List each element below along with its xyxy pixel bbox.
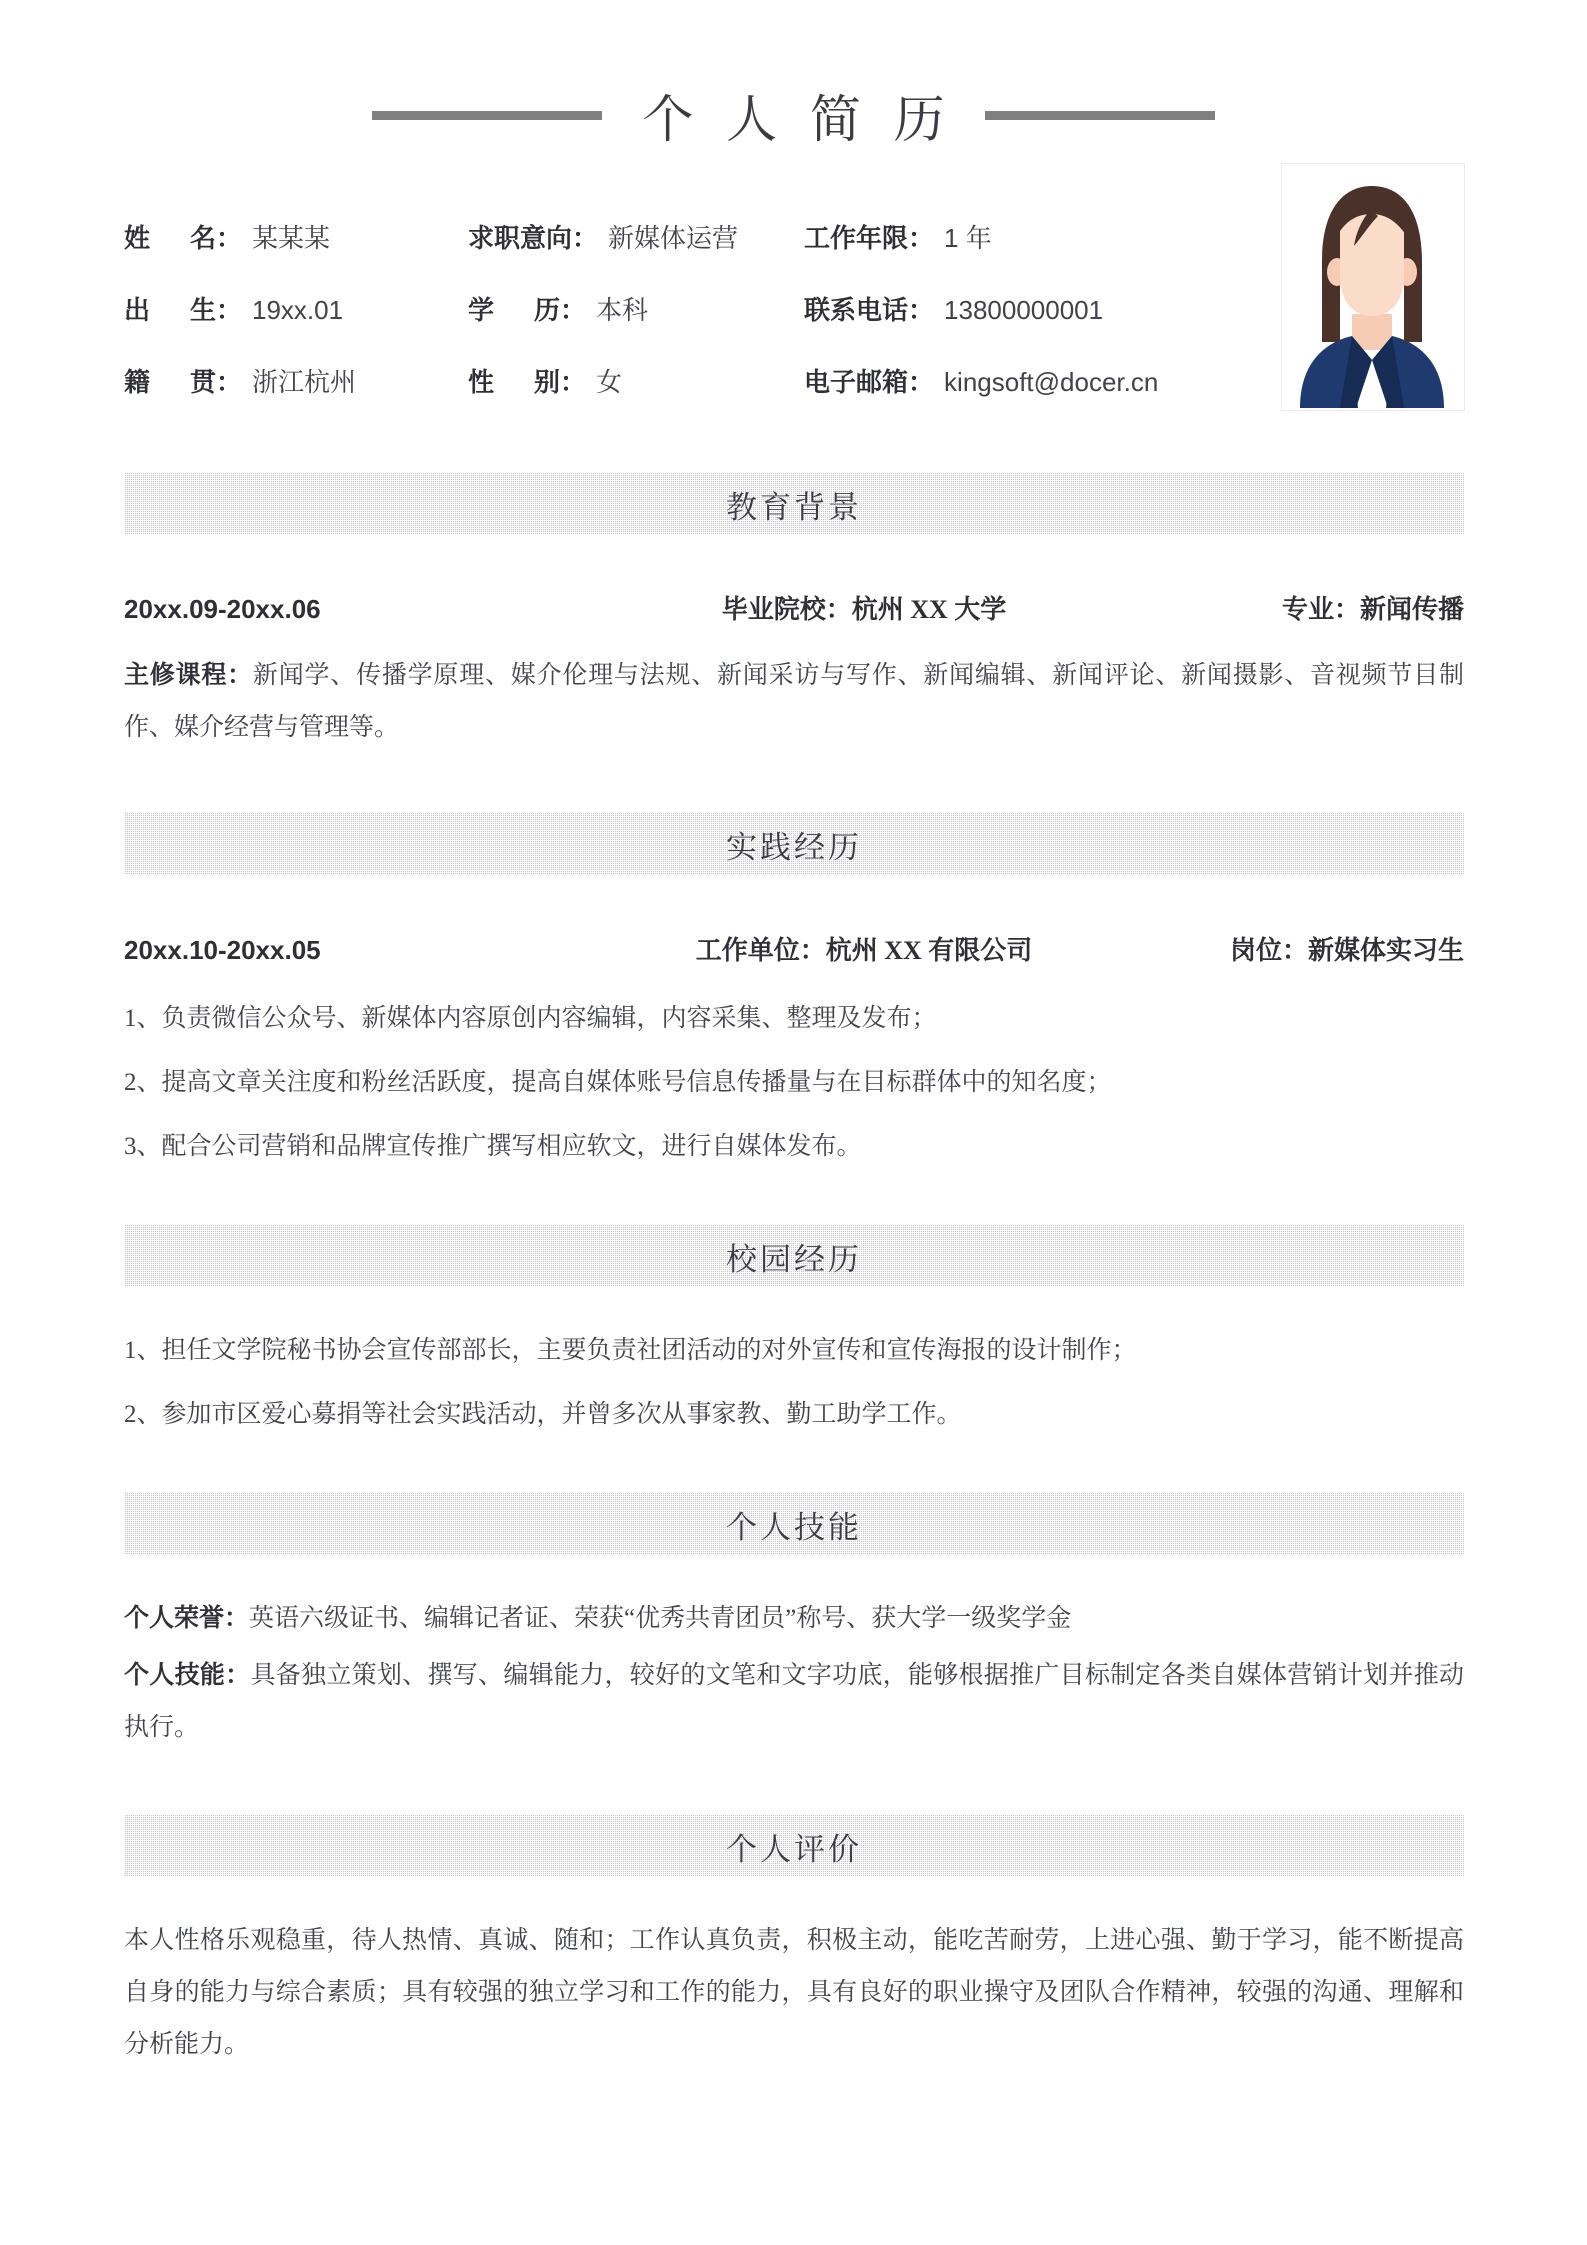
profile-field-gender	[468, 362, 804, 399]
section-title: 教育背景	[726, 489, 862, 525]
field-value: 浙江杭州	[252, 368, 357, 397]
field-value: 某某某	[252, 224, 331, 253]
skill-text: 具备独立策划、撰写、编辑能力，较好的文笔和文字功底，能够根据推广目标制定各类自媒体营销计划并推动执行。	[124, 1662, 1464, 1741]
field-value: 新媒体运营	[608, 224, 739, 253]
field-label-b: 贯	[189, 368, 216, 397]
field-label-a: 联系	[804, 296, 857, 325]
field-label-b: 年限	[856, 224, 909, 253]
profile-row	[124, 218, 1204, 290]
field-colon: ：	[908, 296, 935, 325]
field-colon: ：	[908, 368, 935, 397]
field-label-b: 历	[533, 296, 560, 325]
education-school-label: 毕业院校：	[721, 595, 852, 624]
field-value: 女	[596, 368, 623, 397]
practice-header-row	[124, 930, 1464, 967]
field-colon: ：	[560, 296, 587, 325]
field-value: 19xx.01	[252, 295, 344, 325]
courses-text: 新闻学、传播学原理、媒介伦理与法规、新闻采访与写作、新闻编辑、新闻评论、新闻摄影、音视频节目制作、媒介经营与管理等。	[124, 662, 1464, 741]
education-major-label: 专业：	[1281, 595, 1360, 624]
field-value: kingsoft@docer.cn	[944, 367, 1159, 397]
field-label-a: 求职	[468, 224, 521, 253]
section-band-skills	[124, 1493, 1464, 1555]
practice-position-value: 新媒体实习生	[1307, 936, 1464, 965]
field-label-b: 电话	[856, 296, 909, 325]
field-colon: ：	[216, 368, 243, 397]
field-label-b: 生	[189, 296, 216, 325]
practice-date: 20xx.10-20xx.05	[124, 935, 321, 965]
honor-label: 个人荣誉：	[124, 1605, 250, 1632]
practice-item: 2、提高文章关注度和粉丝活跃度，提高自媒体账号信息传播量与在目标群体中的知名度；	[124, 1069, 1112, 1096]
practice-company-label: 工作单位：	[695, 936, 826, 965]
profile-info	[124, 218, 1204, 434]
profile-field-target	[468, 218, 804, 255]
field-value: 13800000001	[944, 295, 1104, 325]
campus-item: 1、担任文学院秘书协会宣传部部长，主要负责社团活动的对外宣传和宣传海报的设计制作；	[124, 1337, 1137, 1364]
evaluation-text: 本人性格乐观稳重，待人热情、真诚、随和；工作认真负责，积极主动，能吃苦耐劳，上进心强、勤于学习，能不断提高自身的能力与综合素质；具有较强的独立学习和工作的能力，具有良好的职业操守及团队合作精神，较强的沟通、理解和分析能力。	[124, 1927, 1464, 2058]
field-colon: ：	[908, 224, 935, 253]
education-date: 20xx.09-20xx.06	[124, 594, 321, 624]
title-rule-left	[372, 111, 602, 120]
field-label-b: 别	[533, 368, 560, 397]
practice-company-value: 杭州 XX 有限公司	[825, 936, 1033, 965]
field-colon: ：	[216, 296, 243, 325]
campus-item: 2、参加市区爱心募捐等社会实践活动，并曾多次从事家教、勤工助学工作。	[124, 1401, 962, 1428]
education-major-value: 新闻传播	[1359, 595, 1464, 624]
education-school-value: 杭州 XX 大学	[851, 595, 1007, 624]
skill-label: 个人技能：	[124, 1662, 251, 1689]
courses-label: 主修课程：	[124, 662, 253, 689]
section-title: 实践经历	[726, 829, 862, 865]
section-band-practice	[124, 813, 1464, 875]
profile-row	[124, 290, 1204, 362]
profile-field-phone	[804, 290, 1204, 327]
skills-skill	[124, 1650, 1464, 1754]
profile-field-birth	[124, 290, 468, 327]
page-title: 个 人 简 历	[642, 93, 955, 149]
practice-position	[1134, 930, 1464, 967]
education-courses	[124, 650, 1464, 754]
practice-item: 3、配合公司营销和品牌宣传推广撰写相应软文，进行自媒体发布。	[124, 1133, 862, 1160]
education-header-row	[124, 589, 1464, 626]
field-label-b: 名	[189, 224, 216, 253]
avatar-illustration	[1282, 164, 1462, 408]
skills-honor	[124, 1593, 1464, 1645]
field-colon: ：	[216, 224, 243, 253]
section-band-evaluation	[124, 1815, 1464, 1877]
practice-item: 1、负责微信公众号、新媒体内容原创内容编辑，内容采集、整理及发布；	[124, 1005, 937, 1032]
section-title: 校园经历	[726, 1241, 862, 1277]
avatar	[1281, 163, 1465, 411]
field-label-a: 电子	[804, 368, 857, 397]
profile-field-degree	[468, 290, 804, 327]
field-label-a: 性	[468, 368, 495, 397]
field-value: 本科	[596, 296, 649, 325]
field-label-a: 出	[124, 296, 151, 325]
field-value: 1 年	[944, 223, 992, 253]
section-title: 个人技能	[726, 1509, 862, 1545]
profile-row	[124, 362, 1204, 434]
profile-field-name	[124, 218, 468, 255]
profile-field-hometown	[124, 362, 468, 399]
field-label-a: 姓	[124, 224, 151, 253]
field-colon: ：	[572, 224, 599, 253]
field-label-a: 学	[468, 296, 495, 325]
field-colon: ：	[560, 368, 587, 397]
section-band-campus	[124, 1225, 1464, 1287]
practice-position-label: 岗位：	[1229, 936, 1308, 965]
title-rule-right	[985, 111, 1215, 120]
field-label-a: 工作	[804, 224, 857, 253]
education-major	[1134, 589, 1464, 626]
education-school	[594, 589, 1134, 626]
profile-field-email	[804, 362, 1204, 399]
section-band-education	[124, 473, 1464, 535]
honor-text: 英语六级证书、编辑记者证、荣获“优秀共青团员”称号、获大学一级奖学金	[249, 1605, 1072, 1632]
profile-field-experience	[804, 218, 1204, 255]
section-title: 个人评价	[726, 1831, 862, 1867]
field-label-b: 意向	[520, 224, 573, 253]
field-label-b: 邮箱	[856, 368, 909, 397]
title-row	[0, 78, 1587, 152]
field-label-a: 籍	[124, 368, 151, 397]
practice-company	[594, 930, 1134, 967]
